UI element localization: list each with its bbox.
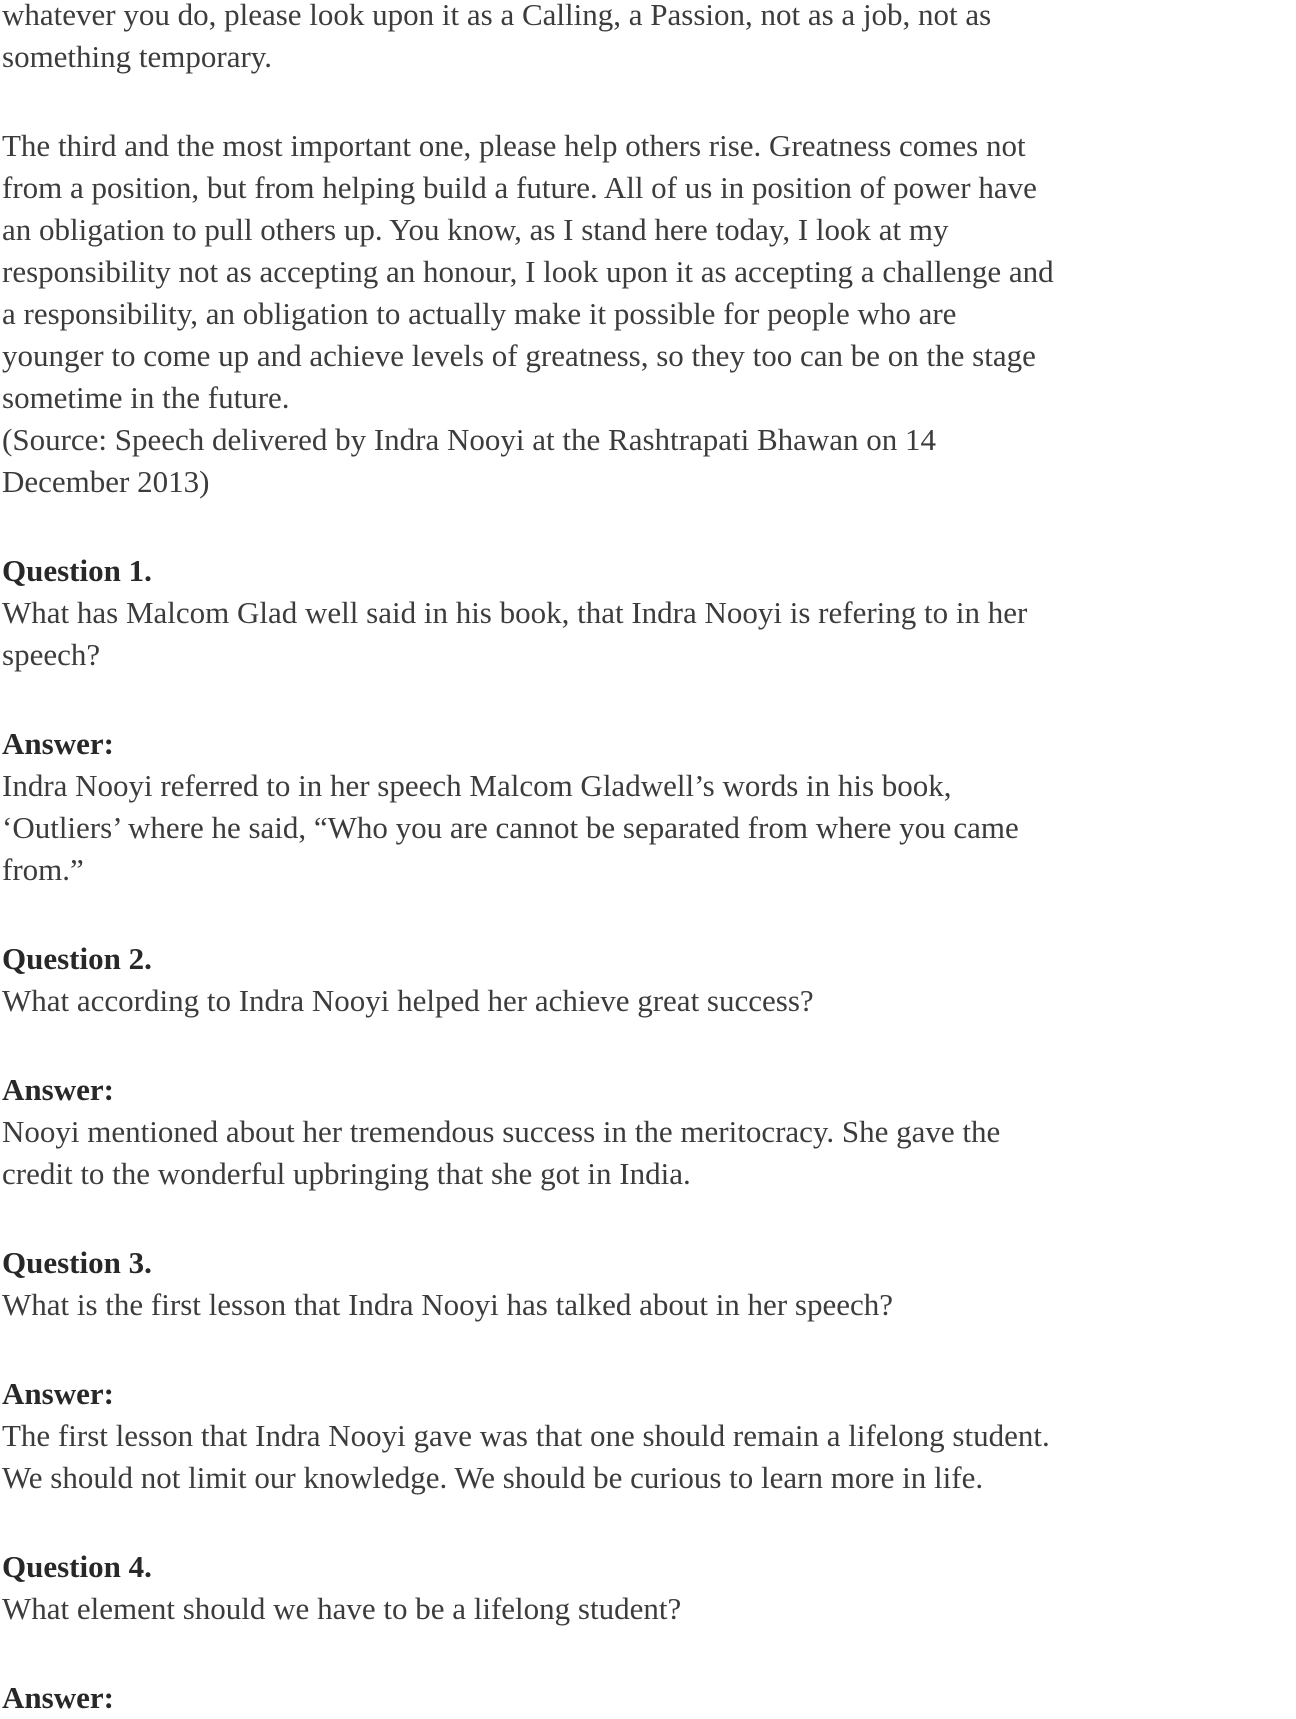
text-line: a responsibility, an obligation to actually make it possible for people who are [2, 296, 957, 331]
text-line: What is the first lesson that Indra Nooyi has talked about in her speech? [2, 1287, 893, 1322]
text-line: (Source: Speech delivered by Indra Nooyi at the Rashtrapati Bhawan on 14 [2, 422, 937, 457]
text-line: What element should we have to be a lifelong student? [2, 1591, 682, 1626]
text-line: What according to Indra Nooyi helped her achieve great success? [2, 983, 814, 1018]
text-line: an obligation to pull others up. You know, as I stand here today, I look at my [2, 212, 949, 247]
answer-heading: Answer: [2, 1680, 114, 1715]
document-content [2, 0, 1294, 1719]
answer-block [2, 1373, 1294, 1499]
text-line: The third and the most important one, please help others rise. Greatness comes not [2, 128, 1026, 163]
text-line: credit to the wonderful upbringing that she got in India. [2, 1156, 691, 1191]
paragraph [2, 125, 1294, 503]
answer-block [2, 1677, 1294, 1719]
question-heading: Question 4. [2, 1549, 152, 1584]
text-line: speech? [2, 637, 101, 672]
text-line: December 2013) [2, 464, 210, 499]
answer-block [2, 723, 1294, 891]
text-line: We should not limit our knowledge. We should be curious to learn more in life. [2, 1460, 984, 1495]
text-line: from.” [2, 852, 84, 887]
text-line: Nooyi mentioned about her tremendous success in the meritocracy. She gave the [2, 1114, 1001, 1149]
text-line: whatever you do, please look upon it as a Calling, a Passion, not as a job, not as [2, 0, 992, 32]
question-heading: Question 2. [2, 941, 152, 976]
question-block [2, 1546, 1294, 1630]
text-line: ‘Outliers’ where he said, “Who you are cannot be separated from where you came [2, 810, 1019, 845]
text-line: The first lesson that Indra Nooyi gave was that one should remain a lifelong student. [2, 1418, 1050, 1453]
text-line: from a position, but from helping build a future. All of us in position of power have [2, 170, 1037, 205]
question-block [2, 938, 1294, 1022]
answer-heading: Answer: [2, 726, 114, 761]
question-heading: Question 1. [2, 553, 152, 588]
question-block [2, 1242, 1294, 1326]
text-line: something temporary. [2, 39, 273, 74]
text-line: sometime in the future. [2, 380, 290, 415]
answer-heading: Answer: [2, 1376, 114, 1411]
text-line: What has Malcom Glad well said in his book, that Indra Nooyi is refering to in her [2, 595, 1028, 630]
text-line: Indra Nooyi referred to in her speech Malcom Gladwell’s words in his book, [2, 768, 952, 803]
text-line: responsibility not as accepting an honour, I look upon it as accepting a challenge and [2, 254, 1054, 289]
answer-heading: Answer: [2, 1072, 114, 1107]
paragraph [2, 0, 1294, 78]
question-heading: Question 3. [2, 1245, 152, 1280]
answer-block [2, 1069, 1294, 1195]
text-line: younger to come up and achieve levels of greatness, so they too can be on the stage [2, 338, 1036, 373]
question-block [2, 550, 1294, 676]
